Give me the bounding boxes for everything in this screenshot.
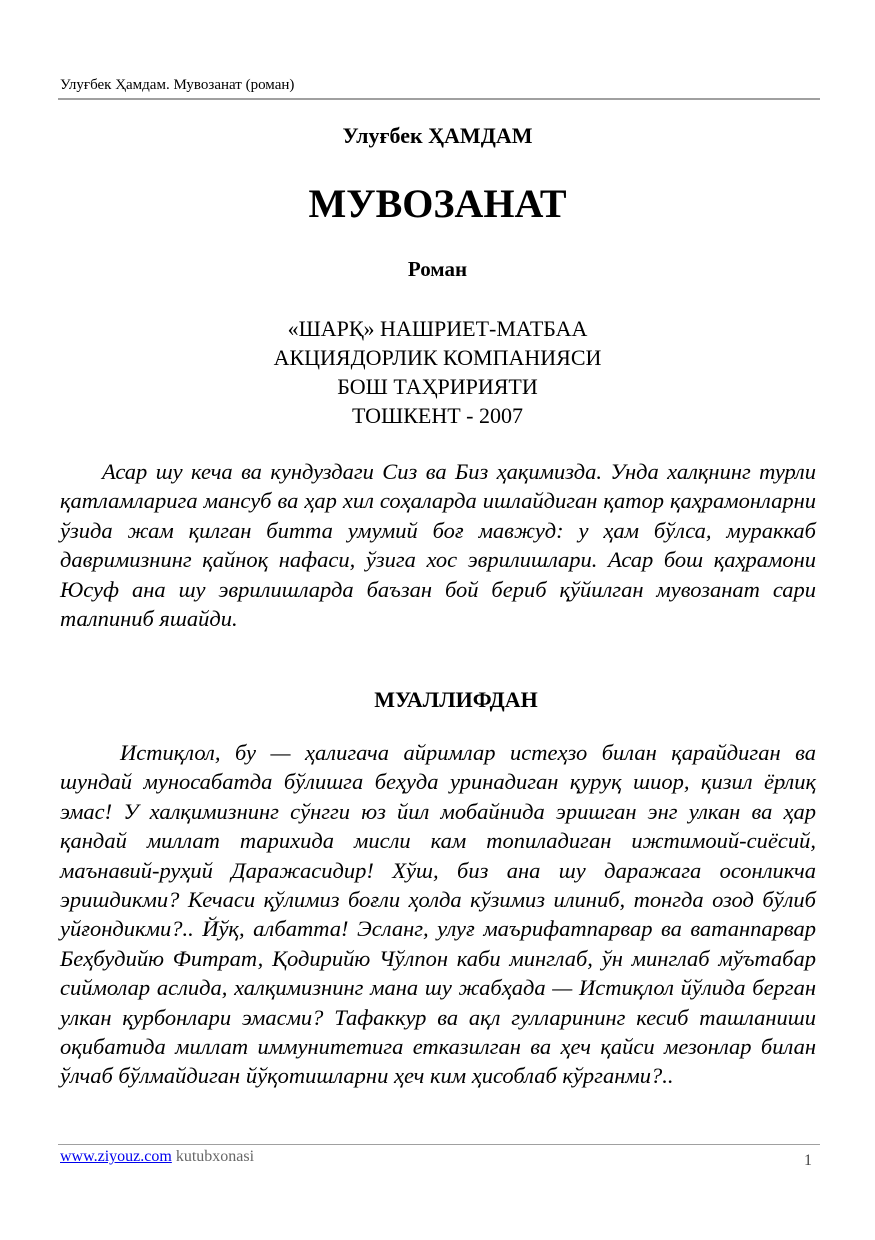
author-name: Улуғбек ҲАМДАМ <box>342 123 533 148</box>
publisher-block <box>0 314 875 430</box>
publisher-line: ТОШКЕНТ - 2007 <box>352 403 523 428</box>
footer-credit <box>60 1147 254 1167</box>
header-divider <box>58 98 820 100</box>
page-number: 1 <box>804 1152 812 1169</box>
body-paragraph: Истиқлол, бу — ҳалигача айримлар истеҳзо билан қарайдиган ва шундай муносабатда бўлишга беҳуда уринадиган қуруқ шиор, қизил ёрлиқ эмас! У халқимизнинг сўнгги юз йил мобайнида эришган энг улкан ва ҳар қандай миллат тарихида мисли кам топиладиган ижтимоий-сиёсий, маънавий-руҳий Даражасидир! Хўш, биз ана шу даражага осонликча эришдикми? Кечаси қўлимиз боғли ҳолда кўзимиз илиниб, тонгда озод бўлиб уйғондикми?.. Йўқ, албатта! Эсланг, улуғ маърифатпарвар ва ватанпарвар Беҳбудийю Фитрат, Қодирийю Чўлпон каби минглаб, ўн минглаб мўътабар сиймолар аслида, халқимизнинг мана шу жабҳада — Истиқлол йўлида берган улкан қурбонлари эмасми? Тафаккур ва ақл гулларининг кесиб ташланиши оқибатида миллат иммунитетига етказилган ва ҳеч қайси мезонлар билан ўлчаб бўлмайдиган йўқотишларни ҳеч ким ҳисоблаб кўрганми?.. <box>60 740 816 1089</box>
publisher-line: АКЦИЯДОРЛИК КОМПАНИЯСИ <box>273 345 602 370</box>
publisher-line: «ШАРҚ» НАШРИЕТ-МАТБАА <box>287 316 588 341</box>
annotation-paragraph: Асар шу кеча ва кундуздаги Сиз ва Биз ҳақимизда. Унда халқнинг турли қатламларига мансуб ва ҳар хил соҳаларда ишлайдиган қатор қаҳрамонларни ўзида жам қилган битта умумий боғ мавжуд: у ҳам бўлса, мураккаб давримизнинг қайноқ нафаси, ўзига хос эврилишлари. Асар бош қаҳрамони Юсуф ана шу эврилишларда баъзан бой бериб қўйилган мувозанат сари талпиниб яшайди. <box>60 459 816 632</box>
footer-divider <box>58 1144 820 1145</box>
running-header: Улуғбек Ҳамдам. Мувозанат (роман) <box>60 77 295 93</box>
website-link[interactable]: www.ziyouz.com <box>60 1148 172 1165</box>
library-label: kutubxonasi <box>175 1148 255 1165</box>
publisher-line: БОШ ТАҲРИРИЯТИ <box>337 374 538 399</box>
genre-label: Роман <box>407 257 468 281</box>
section-heading: МУАЛЛИФДАН <box>374 687 538 712</box>
book-title: МУВОЗАНАТ <box>308 181 567 226</box>
